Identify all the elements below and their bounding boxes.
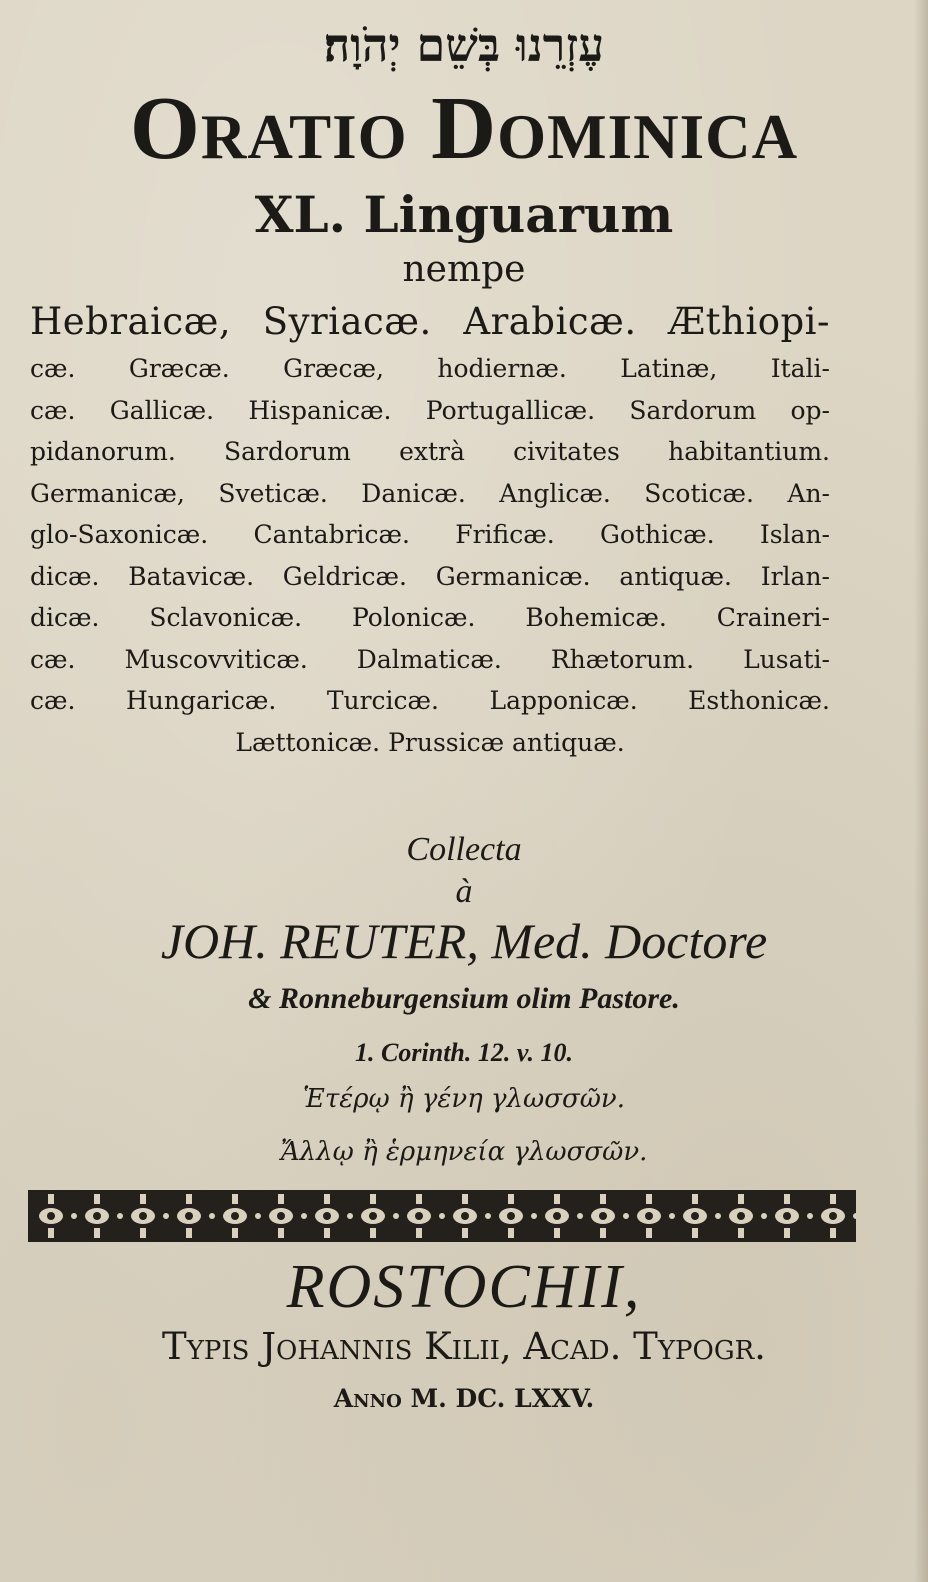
author-line: JOH. REUTER, Med. Doctore bbox=[160, 913, 768, 969]
subtitle: XL. Linguarum bbox=[254, 185, 674, 244]
ornament-motif bbox=[829, 1212, 837, 1220]
imprint-year: Anno M. DC. LXXV. bbox=[333, 1384, 595, 1413]
ornament-motif bbox=[140, 1228, 146, 1238]
ornament-motif bbox=[646, 1228, 652, 1238]
ornament-motif bbox=[140, 1194, 146, 1204]
ornament-motif bbox=[93, 1212, 101, 1220]
ornament-motif bbox=[323, 1212, 331, 1220]
ornament-motif bbox=[277, 1212, 285, 1220]
ornament-motif bbox=[554, 1194, 560, 1204]
ornament-motif bbox=[737, 1212, 745, 1220]
pastor-line: & Ronneburgensium olim Pastore. bbox=[248, 982, 680, 1015]
ornament-motif bbox=[645, 1212, 653, 1220]
greek-quote-2: Ἄλλῳ ἢ ἑρμηνεία γλωσσῶν. bbox=[280, 1137, 648, 1167]
ornament-motif bbox=[807, 1213, 813, 1219]
ornament-motif bbox=[117, 1213, 123, 1219]
ornament-motif bbox=[623, 1213, 629, 1219]
ornament-motif bbox=[553, 1212, 561, 1220]
ornament-motif bbox=[94, 1228, 100, 1238]
ornament-motif bbox=[600, 1194, 606, 1204]
ornament-motif bbox=[784, 1228, 790, 1238]
nempe-line: nempe bbox=[402, 249, 526, 290]
ornament-motif bbox=[669, 1213, 675, 1219]
ornament-motif bbox=[416, 1228, 422, 1238]
collecta-line: Collecta bbox=[406, 831, 522, 868]
ornament-motif bbox=[255, 1213, 261, 1219]
ornament-motif bbox=[691, 1212, 699, 1220]
ornament-motif bbox=[461, 1212, 469, 1220]
languages-line: dicæ. Sclavonicæ. Polonicæ. Bohemicæ. Craineri- bbox=[30, 603, 830, 632]
ornament-motif bbox=[186, 1194, 192, 1204]
ornament-motif bbox=[415, 1212, 423, 1220]
ornament-motif bbox=[531, 1213, 537, 1219]
ornament-motif bbox=[508, 1228, 514, 1238]
ornament-motif bbox=[186, 1228, 192, 1238]
ornament-motif bbox=[485, 1213, 491, 1219]
ornament-motif bbox=[185, 1212, 193, 1220]
ornament-motif bbox=[139, 1212, 147, 1220]
languages-line: Lættonicæ. Prussicæ antiquæ. bbox=[235, 727, 625, 757]
page-title: Oratio Dominica bbox=[129, 79, 799, 178]
a-line: à bbox=[455, 873, 473, 910]
languages-line: pidanorum. Sardorum extrà civitates habitantium. bbox=[30, 437, 830, 466]
imprint-city: ROSTOCHII, bbox=[286, 1253, 642, 1321]
greek-quote-1: Ἑτέρῳ ἢ γένη γλωσσῶν. bbox=[303, 1084, 625, 1114]
ornament-motif bbox=[692, 1228, 698, 1238]
ornament-motif bbox=[692, 1194, 698, 1204]
ornament-motif bbox=[462, 1228, 468, 1238]
languages-line: cæ. Gallicæ. Hispanicæ. Portugallicæ. Sardorum op- bbox=[30, 395, 830, 425]
languages-line: cæ. Græcæ. Græcæ, hodiernæ. Latinæ, Itali- bbox=[30, 354, 830, 383]
ornament-motif bbox=[370, 1228, 376, 1238]
ornament-motif bbox=[783, 1212, 791, 1220]
ornament-motif bbox=[554, 1228, 560, 1238]
ornament-motif bbox=[369, 1212, 377, 1220]
languages-line: cæ. Hungaricæ. Turcicæ. Lapponicæ. Esthonicæ. bbox=[30, 686, 830, 715]
ornament-motif bbox=[71, 1213, 77, 1219]
ornament-motif bbox=[301, 1213, 307, 1219]
ornament-motif bbox=[761, 1213, 767, 1219]
ornament-motif bbox=[830, 1194, 836, 1204]
ornament-motif bbox=[324, 1228, 330, 1238]
imprint-printer: Typis Johannis Kilii, Acad. Typogr. bbox=[162, 1325, 766, 1368]
ornament-motif bbox=[738, 1194, 744, 1204]
ornament-motif bbox=[209, 1213, 215, 1219]
ornament-motif bbox=[393, 1213, 399, 1219]
languages-line: dicæ. Batavicæ. Geldricæ. Germanicæ. antiquæ. Irlan- bbox=[30, 561, 830, 591]
ornament-motif bbox=[47, 1212, 55, 1220]
ornament-motif bbox=[577, 1213, 583, 1219]
ornament-motif bbox=[416, 1194, 422, 1204]
ornament-motif bbox=[830, 1228, 836, 1238]
ornament-motif bbox=[599, 1212, 607, 1220]
languages-line: cæ. Muscovviticæ. Dalmaticæ. Rhætorum. Lusati- bbox=[30, 644, 830, 674]
languages-line: Germanicæ, Sveticæ. Danicæ. Anglicæ. Scoticæ. An- bbox=[30, 478, 830, 508]
ornament-motif bbox=[48, 1228, 54, 1238]
ornament-motif bbox=[646, 1194, 652, 1204]
ornament-motif bbox=[48, 1194, 54, 1204]
ornament-motif bbox=[347, 1213, 353, 1219]
languages-line: glo-Saxonicæ. Cantabricæ. Frificæ. Gothicæ. Islan- bbox=[30, 520, 830, 549]
ornament-motif bbox=[278, 1194, 284, 1204]
ornament-motif bbox=[278, 1228, 284, 1238]
ornament-motif bbox=[784, 1194, 790, 1204]
languages-line: Hebraicæ, Syriacæ. Arabicæ. Æthiopi- bbox=[30, 300, 830, 343]
verse-reference: 1. Corinth. 12. v. 10. bbox=[355, 1038, 573, 1067]
ornament-motif bbox=[232, 1194, 238, 1204]
ornament-motif bbox=[600, 1228, 606, 1238]
ornament-motif bbox=[508, 1194, 514, 1204]
hebrew-motto: עֶזְרֵנוּ בְּשֵׁם יְהֹוָה׃ bbox=[323, 18, 605, 72]
languages-list bbox=[30, 296, 830, 763]
ornament-motif bbox=[462, 1194, 468, 1204]
ornament-motif bbox=[232, 1228, 238, 1238]
ornament-motif bbox=[231, 1212, 239, 1220]
ornament-motif bbox=[324, 1194, 330, 1204]
ornament-motif bbox=[163, 1213, 169, 1219]
ornament-motif bbox=[738, 1228, 744, 1238]
ornament-motif bbox=[370, 1194, 376, 1204]
printers-ornament-band bbox=[28, 1190, 856, 1242]
ornament-motif bbox=[94, 1194, 100, 1204]
ornament-motif bbox=[507, 1212, 515, 1220]
ornament-motif bbox=[439, 1213, 445, 1219]
ornament-motif bbox=[715, 1213, 721, 1219]
